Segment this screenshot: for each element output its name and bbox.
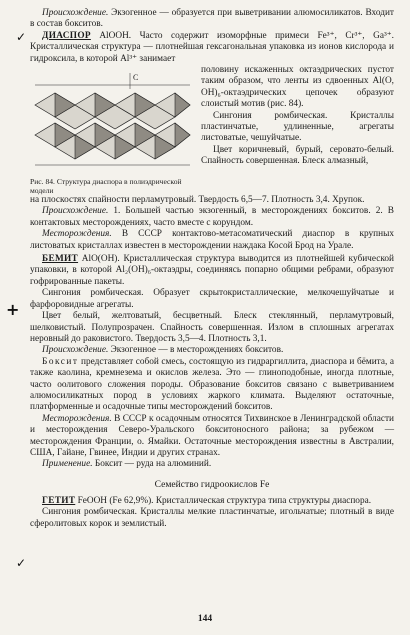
bauxite-use-text: Боксит — руда на алюминий.: [92, 459, 212, 470]
diaspor-origin: [30, 206, 394, 229]
figure-side-text: [201, 65, 394, 195]
goethite-formula: FeOOH (Fe 62,9%).: [75, 495, 154, 506]
figure-caption: Рис. 84. Структура диаспора в полиэдрической модели: [30, 177, 182, 196]
mineral-name-boehmite: БЕМИТ: [42, 254, 79, 265]
figure-row: [30, 65, 394, 195]
heading-deposits: Месторождения.: [42, 413, 112, 424]
diaspor-structure-text: половину искаженных октаэдрических пустот таким образом, что ленты из сдвоенных Al(O, OH)₆-октаэдрических цепочек образуют слоистый мотив (рис. 84).: [201, 65, 394, 110]
axis-label-c: C: [133, 73, 139, 83]
margin-mark-2: +: [6, 300, 20, 319]
bauxite-use: [30, 459, 394, 470]
bauxite-head: Боксит: [42, 356, 79, 367]
diaspor-deposits-text: В СССР контактово-метасоматический диаспор в крупных листоватых кристаллах известен в месторождении наждака Косой Брод на Урале.: [30, 229, 394, 251]
page-number: 144: [197, 614, 213, 624]
diaspor-deposits: [30, 229, 394, 252]
heading-origin: Происхождение.: [42, 8, 109, 18]
bauxite-text: представляет собой смесь, состоящую из гидраргиллита, диаспора и бёмита, а также каолина, кремнезема и окислов железа. Это — глиноподобные, иногда плотные, часто оолитового сложения породы. Образование бокситов связано с выветриванием алюмосиликатных пород в условиях жаркого климата. Выделяют остаточные, платформенные и осадочные типы месторождений бокситов.: [30, 356, 394, 413]
diaspor-syngony: Сингония ромбическая. Кристаллы пластинчатые, удлиненные, агрегаты листоватые, чешуйчатые.: [201, 110, 394, 144]
heading-deposits: Месторождения.: [42, 229, 112, 240]
diaspore-structure-illustration: [30, 65, 195, 175]
paragraph-origin-1: [30, 8, 394, 31]
diaspor-intro: Часто содержит изоморфные примеси Fe³⁺, Cr³⁺, Ga³⁺. Кристаллическая структура — плотнейшая гексагональная упаковка из ионов кислорода и гидроксила, в которой Al³⁺ занимает: [30, 30, 394, 64]
section-title: Семейство гидроокислов Fe: [154, 478, 270, 490]
goethite-intro: Кристаллическая структура типа структуры диаспора.: [153, 495, 372, 506]
paragraph-diaspor: [30, 31, 394, 65]
bauxite-paragraph: [30, 357, 394, 414]
page-body: [30, 8, 394, 530]
bauxite-deposits-text: В СССР к осадочным относятся Тихвинское в Ленинградской области и месторождения Северо-Уральского бокситоносного района; за рубежом — месторождения Франции, о. Ямайки. Остаточные месторождения известны в Австралии, США, Гайане, Гвинее, Индии и других странах.: [30, 413, 394, 458]
origin-text: Экзогенное — образуется при выветривании алюмосиликатов. Входит в состав бокситов.: [30, 8, 394, 30]
boehmite-origin: [30, 345, 394, 356]
margin-mark-1: ✓: [16, 30, 27, 44]
heading-origin: Происхождение.: [42, 345, 109, 356]
mineral-name-diaspor: ДИАСПОР: [42, 30, 91, 41]
heading-use: Применение.: [42, 459, 93, 470]
boehmite-intro: Кристаллическая структура выводится из плотнейшей кубической упаковки, в которой Al₂(OH)₆-октаэдры, соединяясь попарно общими ребрами, образуют гофрированные пакеты.: [30, 254, 395, 287]
diaspor-color: Цвет коричневый, бурый, серовато-белый. Спайность совершенная. Блеск алмазный,: [201, 144, 394, 167]
boehmite-origin-text: Экзогенное — в месторождениях бокситов.: [108, 345, 284, 356]
diaspor-formula: AlOOH.: [90, 30, 132, 41]
paragraph-boehmite: [30, 254, 394, 288]
goethite-syngony: Сингония ромбическая. Кристаллы мелкие пластинчатые, игольчатые; плотный в виде сферолитовых корок и землистый.: [30, 507, 394, 529]
diaspor-properties: на плоскостях спайности перламутровый. Твердость 6,5—7. Плотность 3,4. Хрупок.: [30, 195, 365, 206]
paragraph-goethite: [30, 496, 394, 507]
diaspor-origin-text: 1. Большей частью экзогенный, в месторождениях бокситов. 2. В контактовых месторождениях, часто вместе с корундом.: [30, 206, 394, 228]
boehmite-formula: AlO(OH).: [78, 254, 120, 265]
mineral-name-goethite: ГЕТИТ: [42, 495, 76, 506]
figure-84: [30, 65, 195, 195]
boehmite-color: Цвет белый, желтоватый, бесцветный. Блеск стеклянный, перламутровый, шелковистый. Полупрозрачен. Спайность совершенная. Излом в сплошных агрегатах неровный до раковистого. Твердость 3,5—4. Плотность 3,1.: [30, 311, 394, 344]
bauxite-deposits: [30, 414, 394, 460]
heading-origin: Происхождение.: [42, 206, 109, 217]
margin-mark-3: ✓: [16, 556, 27, 570]
boehmite-syngony: Сингония ромбическая. Образует скрытокристаллические, мелкочешуйчатые и фарфоровидные агрегаты.: [30, 288, 394, 310]
